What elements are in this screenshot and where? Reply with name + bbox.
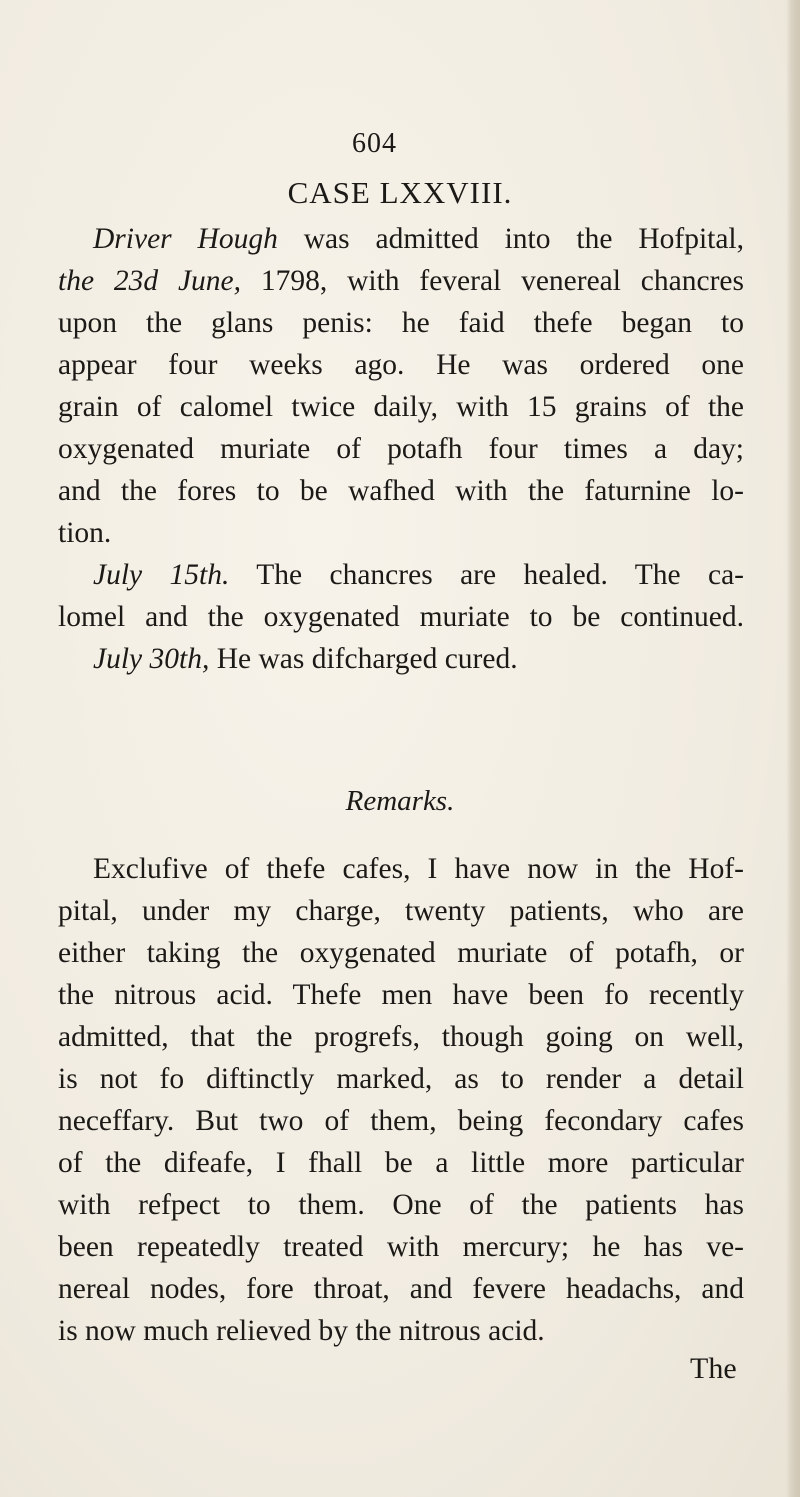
page-number: 604: [352, 128, 397, 159]
case-line: upon the glans penis: he faid thefe began to: [58, 307, 744, 339]
admission-date: the 23d June,: [58, 265, 242, 297]
catchword: The: [690, 1352, 737, 1385]
case-title: CASE LXXVIII.: [287, 175, 513, 210]
case-line: Driver Hough was admitted into the Hofpital,: [93, 223, 745, 255]
remarks-line: been repeatedly treated with mercury; he has ve-: [58, 1231, 744, 1263]
remarks-line: with refpect to them. One of the patients has: [58, 1189, 744, 1221]
case-line: and the fores to be wafhed with the faturnine lo-: [58, 475, 744, 507]
page-edge-shadow: [786, 0, 800, 1497]
remarks-line: admitted, that the progrefs, though going on well,: [58, 1021, 744, 1053]
remarks-line: Exclufive of thefe cafes, I have now in the Hof-: [93, 853, 744, 885]
case-line: tion.: [58, 517, 112, 549]
remarks-line: nereal nodes, fore throat, and fevere headachs, and: [58, 1273, 744, 1305]
discharge-date: July 30th,: [93, 643, 210, 675]
case-line: appear four weeks ago. He was ordered one: [58, 349, 744, 381]
remarks-line: of the difeafe, I fhall be a little more particular: [58, 1147, 744, 1179]
case-line: oxygenated muriate of potafh four times a day;: [58, 433, 744, 465]
remarks-line: pital, under my charge, twenty patients, who are: [58, 895, 744, 927]
case-line: July 15th. The chancres are healed. The ca-: [93, 559, 744, 591]
case-line: grain of calomel twice daily, with 15 grains of the: [58, 391, 744, 423]
followup-date: July 15th.: [93, 559, 230, 591]
remarks-line: neceffary. But two of them, being fecondary cafes: [58, 1105, 744, 1137]
remarks-line: the nitrous acid. Thefe men have been fo recently: [58, 979, 744, 1011]
patient-name: Driver Hough: [93, 223, 278, 255]
case-line: July 30th, He was difcharged cured.: [93, 643, 518, 675]
case-line: the 23d June, 1798, with feveral venereal chancres: [58, 265, 744, 297]
remarks-line: either taking the oxygenated muriate of potafh, or: [58, 937, 744, 969]
remarks-line: is now much relieved by the nitrous acid.: [58, 1315, 545, 1347]
case-line: lomel and the oxygenated muriate to be continued.: [58, 601, 744, 633]
remarks-line: is not fo diftinctly marked, as to render a detail: [58, 1063, 744, 1095]
remarks-heading: Remarks.: [345, 785, 455, 817]
